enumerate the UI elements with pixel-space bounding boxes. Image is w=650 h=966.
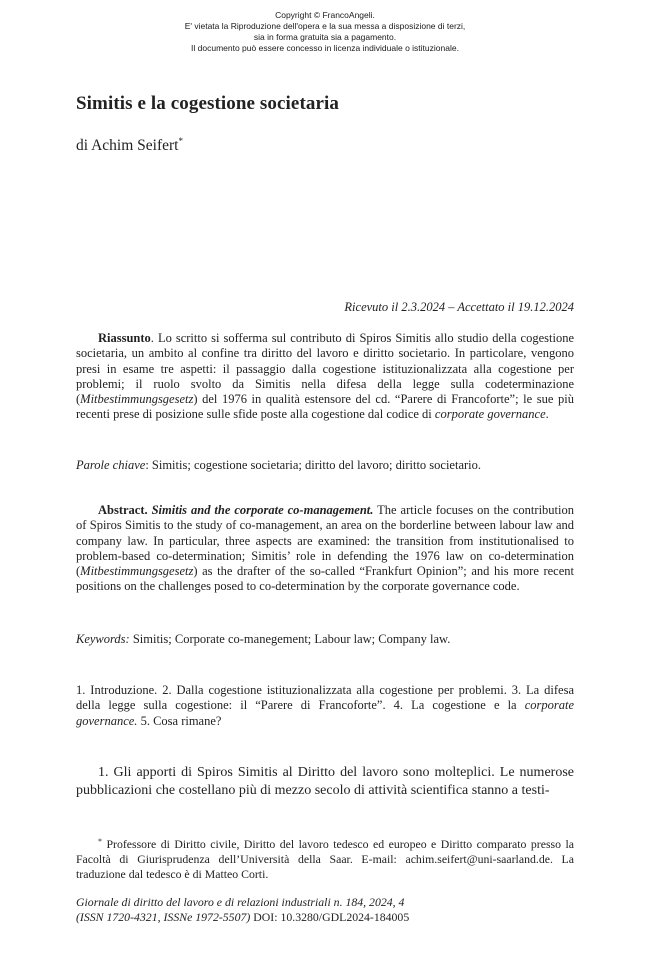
abstract-paragraph [76,503,574,595]
parole-chiave-label: Parole chiave [76,458,146,472]
copyright-notice [0,10,650,54]
author-footnote-mark[interactable]: * [178,136,183,146]
toc-text: 1. Introduzione. 2. Dalla cogestione istituzionalizzata alla cogestione per problemi. 3. La difesa della legge sulla cogestione: il “Parere di Francoforte”. 4. La cogestione e la [76,683,574,713]
journal-doi[interactable]: DOI: 10.3280/GDL2024-184005 [250,910,410,924]
parole-chiave-paragraph [76,458,574,473]
keywords-label: Keywords: [76,632,130,646]
journal-issn: (ISSN 1720-4321, ISSNe 1972-5507) [76,910,251,924]
keywords-paragraph [76,632,574,647]
riassunto-label: Riassunto [98,331,151,345]
journal-issn-doi [76,910,574,925]
journal-name: Giornale di diritto del lavoro e di relazioni industriali n. 184, 2024, 4 [76,895,405,909]
riassunto-text: ) del 1976 in qualità estensore del cd. “Parere di Francoforte”; le sue più recenti prese di posizione sulle sfide poste alla cogestione dal codice di [76,392,574,422]
copyright-line: Il documento può essere concesso in licenza individuale o istituzionale. [191,43,459,53]
article-title: Simitis e la cogestione societaria [76,93,340,114]
footnote-mark: * [98,837,102,846]
received-accepted-dates: Ricevuto il 2.3.2024 – Accettato il 19.12.2024 [344,300,574,314]
body-paragraph: 1. Gli apporti di Spiros Simitis al Diritto del lavoro sono molteplici. Le numerose pubblicazioni che costellano più di mezzo secolo di attività scientifica stanno a testi- [76,765,574,798]
riassunto-text: . Lo scritto si sofferma sul contributo di Spiros Simitis allo studio della cogestione societaria, un ambito al confine tra diritto del lavoro e diritto societario. In particolare, vengono presi in esame tre aspetti: il passaggio dalla cogestione istituzionalizzata alla cogestione per problemi; il ruolo svolto da Simitis nella difesa della legge sulla codeterminazione ( [76,331,574,407]
copyright-line: sia in forma gratuita sia a pagamento. [253,32,397,42]
riassunto-text: . [545,407,549,422]
abstract-text: The article focuses on the contribution of Spiros Simitis to the study of co-management, an area on the borderline between labour law and company law. In particular, three aspects are examined: the transition from institutionalised to problem-based co-determination; Simitis’ role in defending the 1976 law on co-determination ( [76,503,574,579]
abstract-term: Mitbestimmungsgesetz [80,564,194,579]
riassunto-term: Mitbestimmungsgesetz [80,392,194,407]
copyright-line: Copyright © FrancoAngeli. [275,10,375,20]
abstract-heading: Simitis and the corporate co-management. [151,503,374,517]
riassunto-paragraph [76,331,574,423]
parole-chiave-text: : Simitis; cogestione societaria; diritto del lavoro; diritto societario. [145,458,482,472]
toc-term: corporate governance. [76,698,574,728]
author-line [76,136,183,155]
abstract-label: Abstract. [98,503,148,517]
toc-text: 5. Cosa rimane? [137,713,222,728]
riassunto-term: corporate governance [434,407,546,422]
keywords-text: Simitis; Corporate co-manegement; Labour law; Company law. [129,632,451,646]
table-of-contents [76,683,574,729]
footnote-text: Professore di Diritto civile, Diritto del lavoro tedesco ed europeo e Diritto comparato presso la Facoltà di Giurisprudenza dell’Università della Saar. E-mail: achim.seifert@uni-saarland.de. La traduzione dal tedesco è di Matteo Corti. [76,837,574,881]
journal-citation [76,895,574,925]
copyright-line: E' vietata la Riproduzione dell'opera e la sua messa a disposizione di terzi, [184,21,466,31]
footnote [76,834,574,882]
abstract-text: ) as the drafter of the so-called “Frankfurt Opinion”; and his more recent positions on the challenges posed to co-determination by the corporate governance code. [76,564,574,594]
author-name: di Achim Seifert [76,137,179,154]
